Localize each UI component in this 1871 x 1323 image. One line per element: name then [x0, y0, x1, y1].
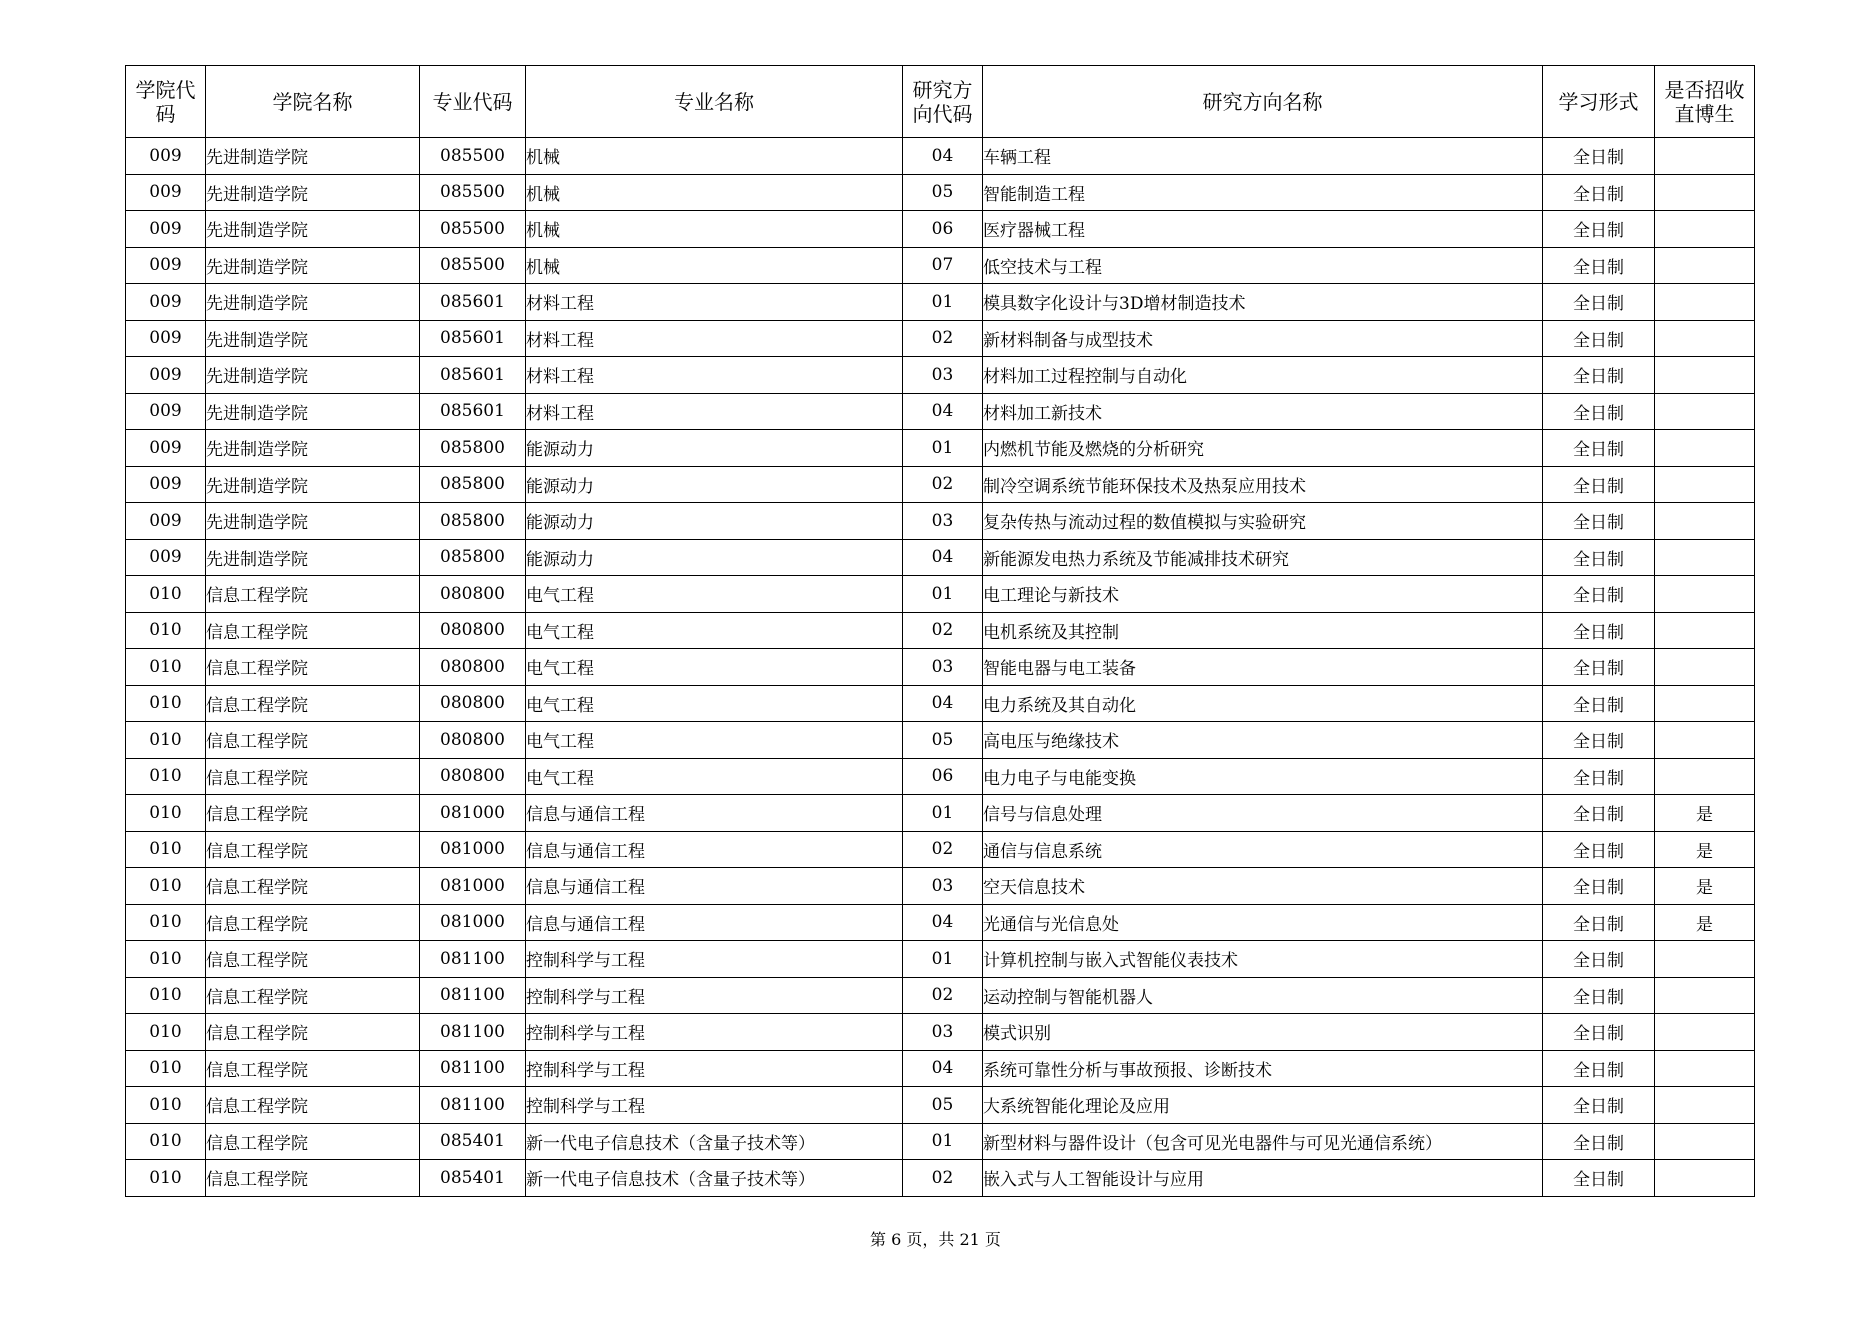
cell-direction-name: 光通信与光信息处 — [983, 904, 1543, 941]
cell-direction-name: 新能源发电热力系统及节能减排技术研究 — [983, 539, 1543, 576]
cell-major-name: 能源动力 — [526, 503, 903, 540]
cell-direction-code: 01 — [903, 941, 983, 978]
cell-direction-code: 02 — [903, 831, 983, 868]
cell-college-code: 010 — [126, 868, 206, 905]
cell-study-mode: 全日制 — [1543, 357, 1655, 394]
table-row — [126, 138, 1755, 175]
program-table — [125, 65, 1755, 1197]
cell-major-code: 085601 — [420, 357, 526, 394]
cell-direction-name: 运动控制与智能机器人 — [983, 977, 1543, 1014]
cell-direction-name: 材料加工新技术 — [983, 393, 1543, 430]
cell-direction-name: 系统可靠性分析与事故预报、诊断技术 — [983, 1050, 1543, 1087]
cell-college-name: 信息工程学院 — [206, 1123, 420, 1160]
cell-major-name: 机械 — [526, 247, 903, 284]
cell-college-code: 010 — [126, 1123, 206, 1160]
table-row — [126, 1014, 1755, 1051]
cell-major-code: 085800 — [420, 503, 526, 540]
cell-major-code: 080800 — [420, 576, 526, 613]
table-row — [126, 1160, 1755, 1197]
cell-direct-phd — [1655, 247, 1755, 284]
table-row — [126, 503, 1755, 540]
cell-major-code: 085601 — [420, 284, 526, 321]
cell-college-name: 先进制造学院 — [206, 320, 420, 357]
table-row — [126, 831, 1755, 868]
cell-major-name: 材料工程 — [526, 357, 903, 394]
cell-major-code: 080800 — [420, 722, 526, 759]
cell-direction-code: 02 — [903, 320, 983, 357]
cell-major-code: 081100 — [420, 1087, 526, 1124]
cell-college-name: 先进制造学院 — [206, 539, 420, 576]
cell-direction-code: 01 — [903, 795, 983, 832]
cell-direct-phd — [1655, 576, 1755, 613]
cell-college-code: 010 — [126, 977, 206, 1014]
cell-direction-code: 04 — [903, 685, 983, 722]
cell-college-code: 009 — [126, 174, 206, 211]
cell-major-code: 081100 — [420, 977, 526, 1014]
cell-college-code: 010 — [126, 649, 206, 686]
table-body — [126, 138, 1755, 1197]
cell-major-name: 信息与通信工程 — [526, 831, 903, 868]
cell-study-mode: 全日制 — [1543, 1160, 1655, 1197]
cell-direction-code: 03 — [903, 357, 983, 394]
cell-direction-name: 大系统智能化理论及应用 — [983, 1087, 1543, 1124]
cell-direction-code: 06 — [903, 758, 983, 795]
cell-direction-code: 04 — [903, 138, 983, 175]
cell-college-name: 先进制造学院 — [206, 284, 420, 321]
header-direction-name: 研究方向名称 — [983, 66, 1543, 138]
cell-college-code: 009 — [126, 247, 206, 284]
table-row — [126, 758, 1755, 795]
header-direct-phd: 是否招收直博生 — [1655, 66, 1755, 138]
cell-direct-phd — [1655, 320, 1755, 357]
header-direction-code: 研究方向代码 — [903, 66, 983, 138]
table-row — [126, 1123, 1755, 1160]
cell-direction-code: 02 — [903, 1160, 983, 1197]
header-row — [126, 66, 1755, 138]
cell-major-code: 085601 — [420, 320, 526, 357]
cell-direction-name: 材料加工过程控制与自动化 — [983, 357, 1543, 394]
cell-direct-phd — [1655, 722, 1755, 759]
table-row — [126, 466, 1755, 503]
cell-major-name: 能源动力 — [526, 466, 903, 503]
table-row — [126, 539, 1755, 576]
cell-college-name: 信息工程学院 — [206, 576, 420, 613]
cell-direct-phd — [1655, 466, 1755, 503]
cell-direct-phd — [1655, 977, 1755, 1014]
header-college-code: 学院代码 — [126, 66, 206, 138]
table-row — [126, 247, 1755, 284]
cell-study-mode: 全日制 — [1543, 758, 1655, 795]
cell-direct-phd — [1655, 1123, 1755, 1160]
cell-major-code: 080800 — [420, 612, 526, 649]
cell-major-code: 085500 — [420, 211, 526, 248]
cell-college-code: 009 — [126, 393, 206, 430]
cell-college-code: 009 — [126, 430, 206, 467]
cell-study-mode: 全日制 — [1543, 284, 1655, 321]
cell-college-name: 信息工程学院 — [206, 612, 420, 649]
cell-direct-phd: 是 — [1655, 795, 1755, 832]
cell-major-name: 机械 — [526, 174, 903, 211]
cell-study-mode: 全日制 — [1543, 1087, 1655, 1124]
cell-study-mode: 全日制 — [1543, 1123, 1655, 1160]
cell-college-code: 009 — [126, 211, 206, 248]
cell-major-name: 信息与通信工程 — [526, 868, 903, 905]
table-row — [126, 393, 1755, 430]
table-row — [126, 612, 1755, 649]
cell-direction-name: 模具数字化设计与3D增材制造技术 — [983, 284, 1543, 321]
cell-major-name: 新一代电子信息技术（含量子技术等） — [526, 1123, 903, 1160]
cell-college-name: 信息工程学院 — [206, 1050, 420, 1087]
cell-major-code: 085500 — [420, 247, 526, 284]
table-row — [126, 576, 1755, 613]
cell-major-code: 081000 — [420, 904, 526, 941]
cell-direct-phd: 是 — [1655, 831, 1755, 868]
cell-major-code: 081100 — [420, 1050, 526, 1087]
cell-direct-phd — [1655, 649, 1755, 686]
cell-college-name: 信息工程学院 — [206, 904, 420, 941]
cell-direction-code: 02 — [903, 977, 983, 1014]
cell-direct-phd — [1655, 612, 1755, 649]
cell-direction-name: 电力电子与电能变换 — [983, 758, 1543, 795]
cell-college-name: 先进制造学院 — [206, 174, 420, 211]
table-row — [126, 941, 1755, 978]
cell-direction-code: 05 — [903, 174, 983, 211]
cell-college-code: 010 — [126, 1014, 206, 1051]
cell-direction-code: 04 — [903, 1050, 983, 1087]
cell-direction-code: 02 — [903, 466, 983, 503]
cell-college-code: 010 — [126, 904, 206, 941]
table-row — [126, 430, 1755, 467]
cell-major-code: 081000 — [420, 868, 526, 905]
cell-direction-code: 07 — [903, 247, 983, 284]
cell-study-mode: 全日制 — [1543, 1050, 1655, 1087]
cell-college-name: 信息工程学院 — [206, 722, 420, 759]
cell-direction-code: 01 — [903, 430, 983, 467]
cell-study-mode: 全日制 — [1543, 685, 1655, 722]
table-row — [126, 1050, 1755, 1087]
cell-college-code: 009 — [126, 138, 206, 175]
cell-direct-phd — [1655, 1050, 1755, 1087]
cell-major-name: 控制科学与工程 — [526, 977, 903, 1014]
cell-college-name: 信息工程学院 — [206, 795, 420, 832]
cell-college-name: 信息工程学院 — [206, 941, 420, 978]
cell-college-code: 010 — [126, 685, 206, 722]
cell-study-mode: 全日制 — [1543, 466, 1655, 503]
cell-study-mode: 全日制 — [1543, 320, 1655, 357]
cell-major-code: 085800 — [420, 466, 526, 503]
cell-study-mode: 全日制 — [1543, 503, 1655, 540]
cell-study-mode: 全日制 — [1543, 795, 1655, 832]
cell-college-name: 信息工程学院 — [206, 1087, 420, 1124]
cell-college-code: 009 — [126, 466, 206, 503]
cell-direct-phd — [1655, 284, 1755, 321]
cell-major-name: 电气工程 — [526, 685, 903, 722]
table-row — [126, 868, 1755, 905]
cell-major-name: 控制科学与工程 — [526, 1014, 903, 1051]
cell-college-name: 先进制造学院 — [206, 503, 420, 540]
cell-direction-code: 03 — [903, 1014, 983, 1051]
cell-college-code: 009 — [126, 357, 206, 394]
cell-direct-phd — [1655, 539, 1755, 576]
cell-direct-phd — [1655, 758, 1755, 795]
cell-study-mode: 全日制 — [1543, 977, 1655, 1014]
cell-study-mode: 全日制 — [1543, 941, 1655, 978]
cell-direction-code: 04 — [903, 904, 983, 941]
cell-direction-code: 02 — [903, 612, 983, 649]
header-major-code: 专业代码 — [420, 66, 526, 138]
cell-study-mode: 全日制 — [1543, 868, 1655, 905]
cell-study-mode: 全日制 — [1543, 393, 1655, 430]
cell-direct-phd — [1655, 1014, 1755, 1051]
cell-college-name: 先进制造学院 — [206, 430, 420, 467]
cell-college-code: 010 — [126, 1050, 206, 1087]
cell-direction-code: 01 — [903, 284, 983, 321]
header-study-mode: 学习形式 — [1543, 66, 1655, 138]
cell-study-mode: 全日制 — [1543, 576, 1655, 613]
cell-major-name: 电气工程 — [526, 612, 903, 649]
cell-direct-phd — [1655, 174, 1755, 211]
cell-major-name: 电气工程 — [526, 649, 903, 686]
cell-college-code: 009 — [126, 284, 206, 321]
cell-college-name: 先进制造学院 — [206, 466, 420, 503]
cell-college-name: 信息工程学院 — [206, 1160, 420, 1197]
cell-direction-name: 信号与信息处理 — [983, 795, 1543, 832]
cell-college-code: 010 — [126, 795, 206, 832]
table-row — [126, 904, 1755, 941]
cell-major-code: 081100 — [420, 941, 526, 978]
cell-college-code: 010 — [126, 722, 206, 759]
cell-direction-name: 电力系统及其自动化 — [983, 685, 1543, 722]
cell-major-name: 材料工程 — [526, 284, 903, 321]
cell-major-name: 控制科学与工程 — [526, 1087, 903, 1124]
cell-college-code: 009 — [126, 320, 206, 357]
cell-major-name: 电气工程 — [526, 758, 903, 795]
cell-direction-name: 低空技术与工程 — [983, 247, 1543, 284]
cell-college-code: 010 — [126, 831, 206, 868]
cell-college-name: 先进制造学院 — [206, 393, 420, 430]
cell-major-name: 能源动力 — [526, 430, 903, 467]
cell-college-code: 009 — [126, 539, 206, 576]
cell-study-mode: 全日制 — [1543, 430, 1655, 467]
cell-college-code: 010 — [126, 576, 206, 613]
cell-direction-code: 01 — [903, 1123, 983, 1160]
table-row — [126, 649, 1755, 686]
cell-college-name: 信息工程学院 — [206, 685, 420, 722]
cell-major-code: 081100 — [420, 1014, 526, 1051]
cell-college-code: 010 — [126, 1160, 206, 1197]
cell-direction-code: 01 — [903, 576, 983, 613]
header-college-name: 学院名称 — [206, 66, 420, 138]
cell-major-code: 085800 — [420, 539, 526, 576]
cell-direction-code: 03 — [903, 868, 983, 905]
cell-major-code: 080800 — [420, 685, 526, 722]
cell-direction-name: 车辆工程 — [983, 138, 1543, 175]
cell-college-name: 信息工程学院 — [206, 649, 420, 686]
cell-major-code: 080800 — [420, 649, 526, 686]
cell-major-code: 081000 — [420, 831, 526, 868]
cell-study-mode: 全日制 — [1543, 247, 1655, 284]
cell-major-name: 能源动力 — [526, 539, 903, 576]
cell-college-code: 010 — [126, 612, 206, 649]
cell-major-code: 081000 — [420, 795, 526, 832]
cell-college-name: 信息工程学院 — [206, 831, 420, 868]
cell-direction-name: 医疗器械工程 — [983, 211, 1543, 248]
cell-study-mode: 全日制 — [1543, 722, 1655, 759]
cell-direction-code: 05 — [903, 1087, 983, 1124]
cell-direction-name: 空天信息技术 — [983, 868, 1543, 905]
cell-study-mode: 全日制 — [1543, 831, 1655, 868]
cell-college-name: 先进制造学院 — [206, 211, 420, 248]
table-row — [126, 174, 1755, 211]
cell-major-name: 新一代电子信息技术（含量子技术等） — [526, 1160, 903, 1197]
cell-direct-phd — [1655, 211, 1755, 248]
cell-major-code: 085500 — [420, 174, 526, 211]
table-row — [126, 1087, 1755, 1124]
cell-major-code: 085800 — [420, 430, 526, 467]
cell-direct-phd: 是 — [1655, 868, 1755, 905]
cell-major-name: 电气工程 — [526, 722, 903, 759]
cell-direction-name: 通信与信息系统 — [983, 831, 1543, 868]
cell-direction-name: 计算机控制与嵌入式智能仪表技术 — [983, 941, 1543, 978]
cell-major-name: 信息与通信工程 — [526, 904, 903, 941]
table-row — [126, 977, 1755, 1014]
cell-major-name: 机械 — [526, 138, 903, 175]
cell-college-code: 010 — [126, 941, 206, 978]
cell-college-name: 信息工程学院 — [206, 977, 420, 1014]
cell-direction-name: 高电压与绝缘技术 — [983, 722, 1543, 759]
cell-direction-code: 04 — [903, 539, 983, 576]
table-row — [126, 795, 1755, 832]
cell-study-mode: 全日制 — [1543, 174, 1655, 211]
cell-direct-phd — [1655, 357, 1755, 394]
cell-college-name: 先进制造学院 — [206, 357, 420, 394]
cell-direction-name: 嵌入式与人工智能设计与应用 — [983, 1160, 1543, 1197]
cell-direction-name: 智能制造工程 — [983, 174, 1543, 211]
cell-major-code: 085601 — [420, 393, 526, 430]
cell-direction-name: 电工理论与新技术 — [983, 576, 1543, 613]
cell-direct-phd — [1655, 1087, 1755, 1124]
table-row — [126, 320, 1755, 357]
cell-major-code: 085401 — [420, 1160, 526, 1197]
cell-direct-phd: 是 — [1655, 904, 1755, 941]
cell-major-code: 085500 — [420, 138, 526, 175]
table-row — [126, 685, 1755, 722]
header-major-name: 专业名称 — [526, 66, 903, 138]
cell-direct-phd — [1655, 430, 1755, 467]
cell-direction-name: 模式识别 — [983, 1014, 1543, 1051]
page-number: 第 6 页，共 21 页 — [870, 1230, 1001, 1249]
cell-study-mode: 全日制 — [1543, 211, 1655, 248]
cell-direction-name: 制冷空调系统节能环保技术及热泵应用技术 — [983, 466, 1543, 503]
table-row — [126, 284, 1755, 321]
cell-major-name: 机械 — [526, 211, 903, 248]
cell-direction-code: 04 — [903, 393, 983, 430]
cell-major-name: 材料工程 — [526, 393, 903, 430]
cell-direction-name: 内燃机节能及燃烧的分析研究 — [983, 430, 1543, 467]
cell-direct-phd — [1655, 503, 1755, 540]
cell-major-name: 信息与通信工程 — [526, 795, 903, 832]
cell-college-code: 010 — [126, 1087, 206, 1124]
cell-major-name: 材料工程 — [526, 320, 903, 357]
table-row — [126, 722, 1755, 759]
cell-direct-phd — [1655, 941, 1755, 978]
cell-direction-name: 新型材料与器件设计（包含可见光电器件与可见光通信系统） — [983, 1123, 1543, 1160]
cell-direct-phd — [1655, 138, 1755, 175]
cell-study-mode: 全日制 — [1543, 649, 1655, 686]
table-row — [126, 211, 1755, 248]
cell-direction-code: 05 — [903, 722, 983, 759]
cell-college-name: 先进制造学院 — [206, 247, 420, 284]
cell-direction-code: 03 — [903, 649, 983, 686]
cell-study-mode: 全日制 — [1543, 612, 1655, 649]
cell-direction-name: 新材料制备与成型技术 — [983, 320, 1543, 357]
cell-direction-name: 复杂传热与流动过程的数值模拟与实验研究 — [983, 503, 1543, 540]
cell-college-name: 先进制造学院 — [206, 138, 420, 175]
cell-college-code: 010 — [126, 758, 206, 795]
cell-direct-phd — [1655, 393, 1755, 430]
cell-study-mode: 全日制 — [1543, 904, 1655, 941]
table-row — [126, 357, 1755, 394]
cell-direct-phd — [1655, 1160, 1755, 1197]
cell-major-name: 电气工程 — [526, 576, 903, 613]
cell-college-name: 信息工程学院 — [206, 1014, 420, 1051]
cell-major-name: 控制科学与工程 — [526, 941, 903, 978]
cell-major-code: 085401 — [420, 1123, 526, 1160]
cell-direction-name: 智能电器与电工装备 — [983, 649, 1543, 686]
cell-study-mode: 全日制 — [1543, 539, 1655, 576]
cell-college-name: 信息工程学院 — [206, 758, 420, 795]
cell-study-mode: 全日制 — [1543, 138, 1655, 175]
cell-direct-phd — [1655, 685, 1755, 722]
cell-study-mode: 全日制 — [1543, 1014, 1655, 1051]
cell-college-name: 信息工程学院 — [206, 868, 420, 905]
cell-major-code: 080800 — [420, 758, 526, 795]
cell-direction-name: 电机系统及其控制 — [983, 612, 1543, 649]
table-header — [126, 66, 1755, 138]
cell-college-code: 009 — [126, 503, 206, 540]
cell-direction-code: 06 — [903, 211, 983, 248]
cell-major-name: 控制科学与工程 — [526, 1050, 903, 1087]
cell-direction-code: 03 — [903, 503, 983, 540]
